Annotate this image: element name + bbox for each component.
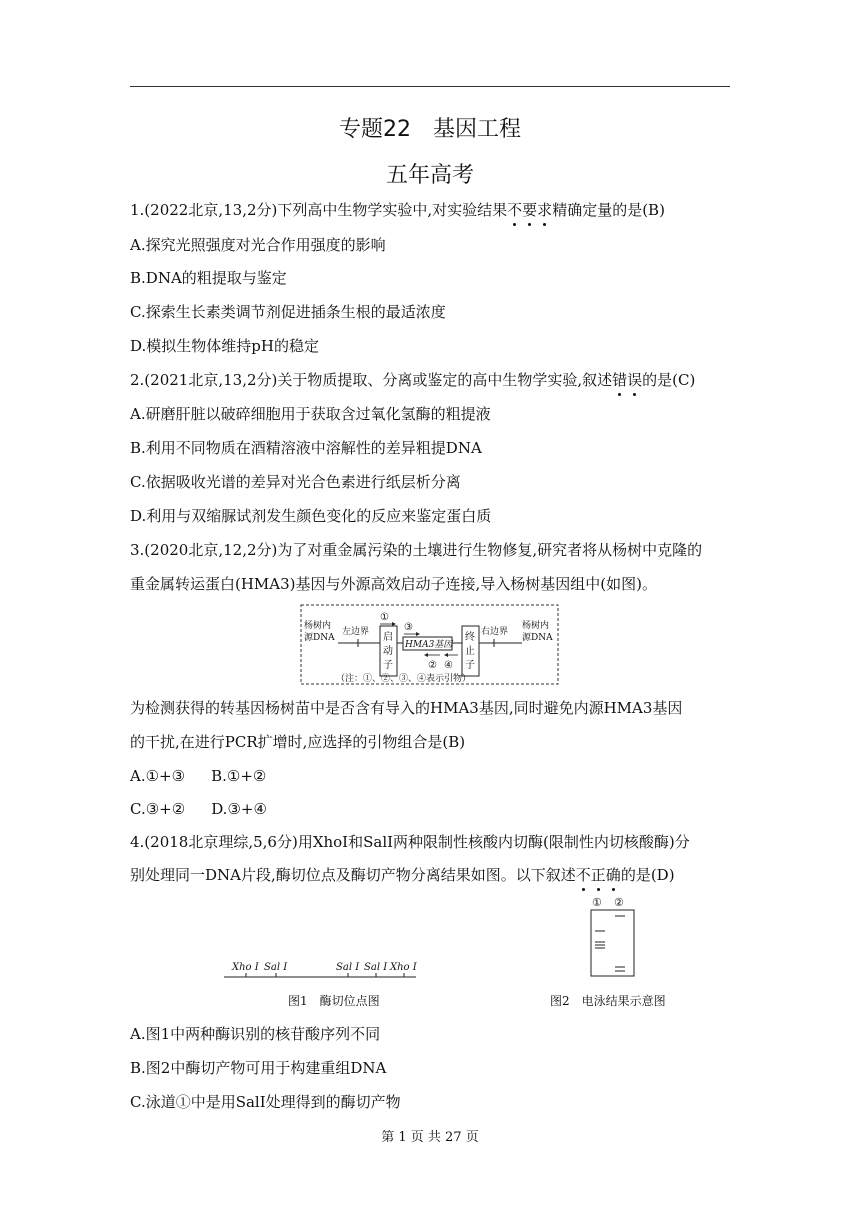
q1-option-d: D.模拟生物体维持pH的稳定: [130, 337, 319, 355]
q2-option-a: A.研磨肝脏以破碎细胞用于获取含过氧化氢酶的粗提液: [130, 405, 491, 423]
q3-options-row2: [130, 799, 267, 819]
emphasis-char: 要: [522, 201, 538, 219]
header-rule: [130, 86, 730, 87]
emphasis-char: 不: [507, 201, 523, 219]
q2-option-c: C.依据吸收光谱的差异对光合色素进行纸层析分离: [130, 473, 461, 491]
promoter-char: 子: [383, 660, 393, 671]
terminator-char: 子: [465, 660, 475, 671]
q3-stem-line1: 3.(2020北京,12,2分)为了对重金属污染的土壤进行生物修复,研究者将从杨树中克隆的: [130, 541, 703, 559]
primer-4-label: ④: [444, 660, 453, 671]
site-label-xho: Xho Ⅰ: [232, 962, 259, 973]
emphasis-char: 不: [575, 866, 591, 884]
lane-1-label: ①: [592, 896, 602, 909]
q3-gene-construct-figure: [300, 604, 560, 686]
terminator-char: 终: [465, 632, 475, 643]
primer-3-label: ③: [404, 622, 413, 633]
left-border-label: 左边界: [342, 627, 370, 637]
fig2-caption: 图2 电泳结果示意图: [550, 994, 666, 1008]
emphasis-char: 误: [627, 371, 643, 389]
page-footer: 第 1 页 共 27 页: [381, 1130, 479, 1145]
q4-electrophoresis-figure: [588, 892, 638, 978]
fig1-caption: 图1 酶切位点图: [288, 994, 380, 1008]
q3-after-line2: 的干扰,在进行PCR扩增时,应选择的引物组合是(B): [130, 733, 466, 751]
emphasis-char: 错: [612, 371, 628, 389]
q3-options-row1: [130, 766, 266, 786]
q4-option-a: A.图1中两种酶识别的核苷酸序列不同: [130, 1025, 381, 1043]
q1-option-c: C.探索生长素类调节剂促进插条生根的最适浓度: [130, 303, 446, 321]
q3-option-c: C.③+②: [130, 800, 186, 818]
q3-option-a: A.①+③: [130, 767, 186, 785]
q4-option-c: C.泳道①中是用SalⅠ处理得到的酶切产物: [130, 1093, 401, 1111]
q3-option-b: B.①+②: [211, 767, 267, 785]
q2-stem: 2.(2021北京,13,2分)关于物质提取、分离或鉴定的高中生物学实验,叙述错误的是(C): [130, 371, 696, 389]
q4-option-b: B.图2中酶切产物可用于构建重组DNA: [130, 1059, 387, 1077]
q4-stem-line1: 4.(2018北京理综,5,6分)用XhoⅠ和SalⅠ两种限制性核酸内切酶(限制性内切核酸酶)分: [130, 833, 690, 851]
site-label-xho: Xho Ⅰ: [390, 962, 417, 973]
left-dna-label-2: 源DNA: [304, 633, 335, 643]
site-label-sal: Sal Ⅰ: [264, 962, 288, 973]
right-dna-label-1: 杨树内: [522, 621, 550, 631]
q3-stem-line2: 重金属转运蛋白(HMA3)基因与外源高效启动子连接,导入杨树基因组中(如图)。: [130, 575, 657, 593]
page-title: 专题22 基因工程: [339, 117, 521, 142]
promoter-char: 动: [383, 646, 393, 657]
q4-stem-line2: 别处理同一DNA片段,酶切位点及酶切产物分离结果如图。以下叙述不正确的是(D): [130, 866, 675, 884]
right-dna-label-2: 源DNA: [522, 633, 553, 643]
right-border-label: 右边界: [481, 627, 509, 637]
emphasis-char: 求: [537, 201, 553, 219]
figure-note: （注：①、②、③、④表示引物）: [336, 674, 472, 684]
primer-2-label: ②: [428, 660, 437, 671]
primer-1-label: ①: [380, 612, 389, 623]
emphasis-char: 确: [605, 866, 621, 884]
left-dna-label-1: 杨树内: [304, 621, 332, 631]
q4-restriction-site-figure: [224, 955, 420, 985]
section-title: 五年高考: [385, 163, 474, 188]
hma3-gene-label: HMA3基因: [405, 640, 453, 650]
site-label-sal: Sal Ⅰ: [364, 962, 388, 973]
q1-stem: 1.(2022北京,13,2分)下列高中生物学实验中,对实验结果不要求精确定量的是(B): [130, 201, 665, 219]
gel-box: [591, 910, 634, 976]
q1-option-b: B.DNA的粗提取与鉴定: [130, 269, 287, 287]
q1-option-a: A.探究光照强度对光合作用强度的影响: [130, 236, 386, 254]
site-label-sal: Sal Ⅰ: [336, 962, 360, 973]
promoter-char: 启: [383, 632, 393, 643]
q3-after-line1: 为检测获得的转基因杨树苗中是否含有导入的HMA3基因,同时避免内源HMA3基因: [130, 699, 683, 717]
lane-2-label: ②: [614, 896, 624, 909]
emphasis-char: 正: [590, 866, 606, 884]
q2-option-d: D.利用与双缩脲试剂发生颜色变化的反应来鉴定蛋白质: [130, 507, 492, 525]
q2-option-b: B.利用不同物质在酒精溶液中溶解性的差异粗提DNA: [130, 439, 482, 457]
q3-option-d: D.③+④: [211, 800, 267, 818]
terminator-char: 止: [465, 646, 475, 657]
